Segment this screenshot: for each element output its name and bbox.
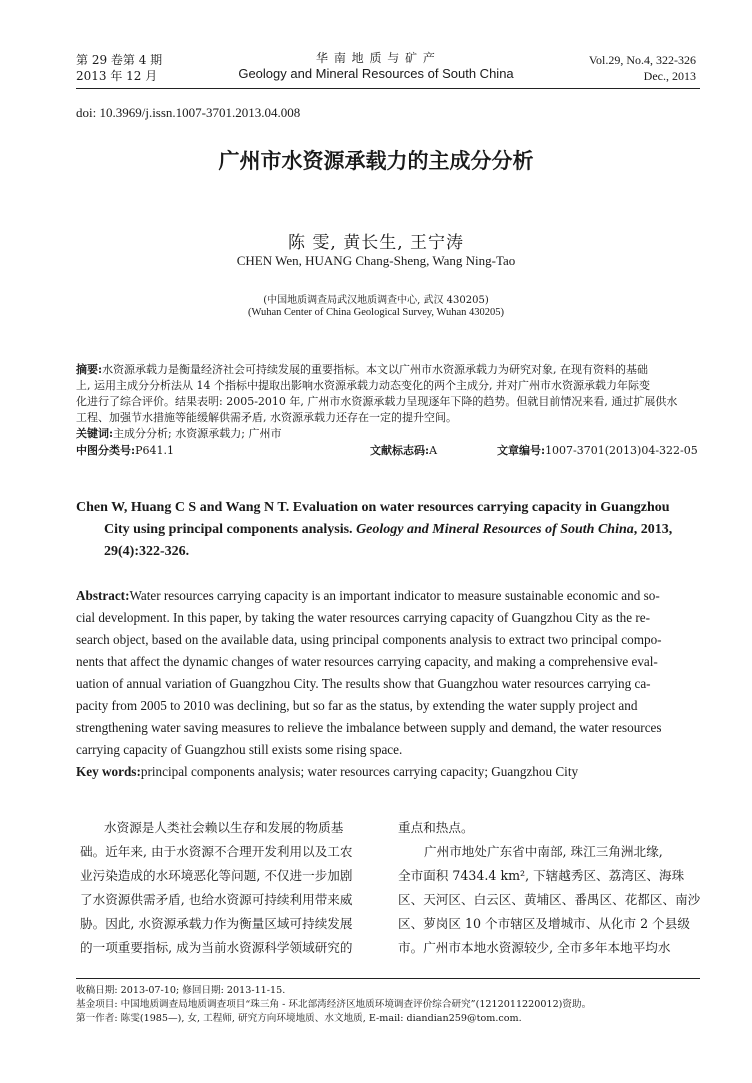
volume-issue: 第 29 卷第 4 期 [76,53,163,67]
issue-date: 2013 年 12 月 [76,69,158,83]
body-left-line: 的一项重要指标, 成为当前水资源科学领域研究的 [80,940,353,955]
body-left-line: 业污染造成的水环境恶化等问题, 不仅进一步加剧 [80,868,353,883]
abstract-cn-line: 工程、加强节水措施等能缓解供需矛盾, 水资源承载力还存在一定的提升空间。 [76,411,457,424]
body-right-line: 区、天河区、白云区、黄埔区、番禺区、花都区、南沙 [398,892,701,907]
abstract-cn-line: 化进行了综合评价。结果表明: 2005-2010 年, 广州市水资源承载力呈现逐年下降的趋势。但就目前情况来看, 通过扩展供水 [76,395,678,408]
clc-number: 中图分类号:P641.1 [76,444,174,457]
issue-date-en: Dec., 2013 [643,69,696,83]
keywords-en: Key words:principal components analysis; water resources carrying capacity; Guangzhou City [76,764,579,779]
abstract-en-line: strengthening water saving measures to relieve the imbalance between supply and demand, the water resources [76,720,662,735]
abstract-cn-line: 摘要:水资源承载力是衡量经济社会可持续发展的重要指标。本文以广州市水资源承载力为研究对象, 在现有资料的基础 [76,363,649,376]
keywords-cn: 关键词:主成分分析; 水资源承载力; 广州市 [76,427,282,440]
journal-title-en: Geology and Mineral Resources of South China [238,66,514,81]
authors-cn: 陈 雯, 黄长生, 王宁涛 [287,233,465,253]
body-left-line: 胁。因此, 水资源承载力作为衡量区域可持续发展 [80,916,353,931]
abstract-en-line: carrying capacity of Guangzhou still exists some rising space. [76,742,403,757]
header-rule [76,88,700,89]
body-right-line: 市。广州市本地水资源较少, 全市多年本地平均水 [398,940,671,955]
body-right-line: 区、萝岗区 10 个市辖区及增城市、从化市 2 个县级 [398,916,690,931]
article-title: 广州市水资源承载力的主成分分析 [218,149,534,173]
journal-name-en: Geology and Mineral Resources of South China [356,522,634,537]
received-dates: 收稿日期: 2013-07-10; 修回日期: 2013-11-15. [76,985,286,996]
journal-title-cn: 华 南 地 质 与 矿 产 [316,51,436,65]
abstract-en-line: cial development. In this paper, by taking the water resources carrying capacity of Guangzhou City as the re- [76,610,651,625]
abstract-en-line: pacity from 2005 to 2010 was declining, but so far as the status, by extending the water supply project and [76,698,638,713]
abstract-cn-line: 上, 运用主成分分析法从 14 个指标中提取出影响水资源承载力动态变化的两个主成分, 并对广州市水资源承载力年际变 [76,379,650,392]
body-right-line: 广州市地处广东省中南部, 珠江三角洲北缘, [424,844,663,859]
citation-line: Chen W, Huang C S and Wang N T. Evaluation on water resources carrying capacity in Guangzhou [76,500,670,515]
abstract-en-label: Abstract: [76,588,130,603]
abstract-en-line: search object, based on the available data, using principal components analysis to extract two principal compo- [76,632,662,647]
citation-line: 29(4):322-326. [104,544,190,559]
body-left-line: 了水资源供需矛盾, 也给水资源可持续利用带来威 [80,892,353,907]
citation-line: City using principal components analysis. Geology and Mineral Resources of South China, 2013, [104,522,673,537]
abstract-en-line: nents that affect the dynamic changes of water resources carrying capacity, and making a comprehensive eval- [76,654,658,669]
abstract-cn-label: 摘要: [76,363,103,376]
body-right-line: 全市面积 7434.4 km², 下辖越秀区、荔湾区、海珠 [398,868,685,883]
body-left-line: 础。近年来, 由于水资源不合理开发利用以及工农 [80,844,353,859]
doi: doi: 10.3969/j.issn.1007-3701.2013.04.008 [76,105,301,120]
affiliation-cn: (中国地质调查局武汉地质调查中心, 武汉 430205) [263,295,489,306]
authors-en: CHEN Wen, HUANG Chang-Sheng, Wang Ning-Tao [236,253,516,268]
affiliation-en: (Wuhan Center of China Geological Survey, Wuhan 430205) [247,307,505,318]
body-right-line: 重点和热点。 [398,820,474,835]
first-author: 第一作者: 陈雯(1985—), 女, 工程师, 研究方向环境地质、水文地质, E-mail: diandian259@tom.com. [76,1013,522,1024]
abstract-en-line: uation of annual variation of Guangzhou City. The results show that Guangzhou water resources carrying ca- [76,676,651,691]
fund-project: 基金项目: 中国地质调查局地质调查项目“珠三角 - 环北部湾经济区地质环境调查评价综合研究”(1212011220012)资助。 [76,999,592,1010]
volume-pages-en: Vol.29, No.4, 322-326 [588,53,696,67]
body-left-line: 水资源是人类社会赖以生存和发展的物质基 [104,820,344,835]
document-code: 文献标志码:A [370,444,438,457]
abstract-en-line: Abstract:Water resources carrying capacity is an important indicator to measure sustainable economic and so- [76,588,660,603]
article-number: 文章编号:1007-3701(2013)04-322-05 [497,444,698,457]
footnote-rule [76,978,700,979]
